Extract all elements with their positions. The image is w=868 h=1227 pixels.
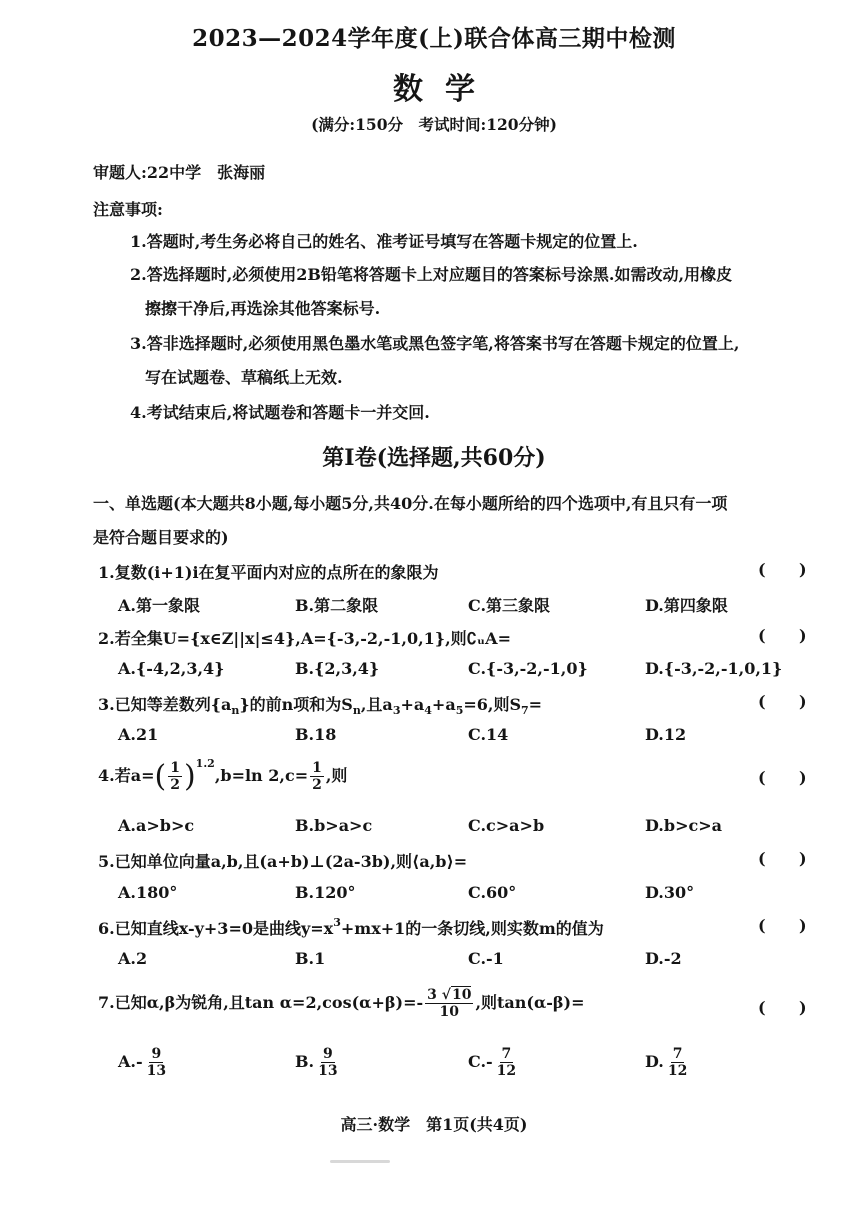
question-6-option-b: B.1 — [295, 949, 326, 968]
fraction-denominator: 13 — [146, 1063, 167, 1079]
question-5-option-b: B.120° — [295, 883, 356, 902]
question-6-option-c: C.-1 — [468, 949, 504, 968]
fraction-denominator: 2 — [170, 777, 180, 793]
scan-smudge — [330, 1160, 390, 1163]
notice-item-2: 2.答选择题时,必须使用2B铅笔将答题卡上对应题目的答案标号涂黑.如需改动,用橡皮 — [130, 265, 733, 284]
q3-subscript: 7 — [521, 704, 529, 717]
option-label: C. — [468, 1052, 487, 1071]
option-label: D. — [645, 1052, 664, 1071]
notice-item-3: 3.答非选择题时,必须使用黑色墨水笔或黑色签字笔,将答案书写在答题卡规定的位置上, — [130, 334, 740, 353]
question-6-option-a: A.2 — [118, 949, 148, 968]
subject-title: 数学 — [393, 72, 497, 107]
q4-fraction-half — [168, 760, 182, 793]
q3-subscript: n — [352, 704, 361, 717]
fraction-denominator: 12 — [496, 1063, 517, 1079]
q3-text: =6,则S — [463, 695, 522, 714]
question-1-stem: 1.复数(i+1)i在复平面内对应的点所在的象限为 — [98, 563, 439, 582]
question-3-answer-bracket: ( ) — [758, 692, 807, 711]
fraction-denominator: 10 — [439, 1004, 460, 1020]
q4-fraction-c — [310, 760, 324, 793]
option-label: B. — [295, 1052, 315, 1071]
question-1-answer-bracket: ( ) — [758, 560, 807, 579]
q3-subscript: 5 — [455, 704, 464, 717]
fraction-numerator: 9 — [151, 1046, 162, 1062]
q3-text: = — [528, 695, 543, 714]
q7-root: 10 — [451, 987, 472, 1003]
q4-text: ,则 — [325, 766, 348, 785]
question-3-option-c: C.14 — [468, 725, 509, 744]
question-3-option-a: A.21 — [118, 725, 159, 744]
q6-exponent: 3 — [333, 916, 341, 929]
question-5-option-c: C.60° — [468, 883, 517, 902]
q4-paren: ( — [154, 759, 167, 794]
q4-text: ,b=ln 2,c= — [214, 766, 309, 785]
fraction-denominator: 12 — [667, 1063, 688, 1079]
reviewer-line: 审题人:22中学 张海丽 — [93, 163, 266, 182]
question-1-option-a: A.第一象限 — [118, 596, 200, 615]
q3-text: }的前n项和为S — [239, 695, 353, 714]
notice-title: 注意事项: — [93, 200, 163, 219]
question-7-option-d — [645, 1046, 691, 1079]
question-6-option-d: D.-2 — [645, 949, 682, 968]
part-description: 一、单选题(本大题共8小题,每小题5分,共40分.在每小题所给的四个选项中,有且只有一项 — [93, 494, 728, 513]
question-4-option-b: B.b>a>c — [295, 816, 373, 835]
question-5-option-a: A.180° — [118, 883, 178, 902]
q3-subscript: 3 — [392, 704, 401, 717]
question-7-option-a — [118, 1046, 170, 1079]
question-1-option-d: D.第四象限 — [645, 596, 728, 615]
question-5-stem: 5.已知单位向量a,b,且(a+b)⊥(2a-3b),则⟨a,b⟩= — [98, 852, 468, 871]
q7-text: ,则tan(α-β)= — [475, 993, 585, 1012]
question-2-option-b: B.{2,3,4} — [295, 659, 380, 678]
fraction-numerator: 9 — [322, 1046, 333, 1062]
exam-info: (满分:150分 考试时间:120分钟) — [311, 115, 557, 134]
question-3-option-b: B.18 — [295, 725, 337, 744]
q4-text: 4.若a= — [98, 766, 155, 785]
q3-text: 3.已知等差数列{a — [98, 695, 232, 714]
question-5-option-d: D.30° — [645, 883, 695, 902]
option-fraction — [495, 1046, 518, 1079]
question-2-stem: 2.若全集U={x∈Z||x|≤4},A={-3,-2,-1,0,1},则∁ᵤA= — [98, 629, 511, 648]
fraction-numerator: 1 — [312, 760, 322, 776]
q4-paren: ) — [183, 759, 196, 794]
question-2-option-c: C.{-3,-2,-1,0} — [468, 659, 588, 678]
fraction-denominator: 13 — [318, 1063, 338, 1079]
q7-coef: 3 — [427, 987, 437, 1003]
question-1-option-c: C.第三象限 — [468, 596, 551, 615]
question-4-answer-bracket: ( ) — [758, 768, 807, 787]
fraction-numerator: 7 — [501, 1046, 512, 1062]
question-7-answer-bracket: ( ) — [758, 998, 807, 1017]
question-7-option-b — [295, 1046, 342, 1079]
notice-item-3-cont: 写在试题卷、草稿纸上无效. — [145, 368, 343, 387]
question-4-stem — [98, 757, 347, 794]
q6-text: +mx+1的一条切线,则实数m的值为 — [340, 919, 604, 938]
q7-fraction — [425, 987, 473, 1020]
q3-subscript: n — [231, 704, 240, 717]
q3-text: +a — [431, 695, 456, 714]
notice-item-4: 4.考试结束后,将试题卷和答题卡一并交回. — [130, 403, 430, 422]
question-3-stem — [98, 692, 542, 717]
fraction-numerator: 1 — [170, 760, 180, 776]
question-4-option-c: C.c>a>b — [468, 816, 545, 835]
exam-title: 2023—2024学年度(上)联合体高三期中检测 — [192, 25, 676, 52]
notice-item-2-cont: 擦擦干净后,再选涂其他答案标号. — [145, 299, 381, 318]
page-footer: 高三·数学 第1页(共4页) — [340, 1115, 528, 1134]
fraction-numerator: 3 √10 — [427, 987, 472, 1003]
question-2-answer-bracket: ( ) — [758, 626, 807, 645]
q3-text: ,且a — [360, 695, 393, 714]
question-2-option-d: D.{-3,-2,-1,0,1} — [645, 659, 783, 678]
question-3-option-d: D.12 — [645, 725, 687, 744]
question-7-option-c — [468, 1046, 520, 1079]
question-6-stem — [98, 916, 604, 939]
option-fraction — [316, 1046, 339, 1079]
option-fraction — [145, 1046, 168, 1079]
q4-exponent: 1.2 — [195, 757, 215, 770]
question-4-option-a: A.a>b>c — [118, 816, 195, 835]
fraction-denominator: 2 — [312, 777, 322, 793]
notice-item-1: 1.答题时,考生务必将自己的姓名、准考证号填写在答题卡规定的位置上. — [130, 232, 638, 251]
q6-text: 6.已知直线x-y+3=0是曲线y=x — [98, 919, 334, 938]
option-sign: - — [486, 1052, 493, 1071]
option-sign: - — [135, 1052, 143, 1071]
q7-text: 7.已知α,β为锐角,且tan α=2,cos(α+β)=- — [98, 993, 424, 1012]
fraction-numerator: 7 — [672, 1046, 683, 1062]
option-fraction — [666, 1046, 689, 1079]
question-5-answer-bracket: ( ) — [758, 849, 807, 868]
question-7-stem — [98, 987, 585, 1020]
q3-subscript: 4 — [424, 704, 432, 717]
question-2-option-a: A.{-4,2,3,4} — [118, 659, 225, 678]
q3-text: +a — [400, 695, 425, 714]
section-title: 第Ⅰ卷(选择题,共60分) — [322, 445, 546, 471]
question-6-answer-bracket: ( ) — [758, 916, 807, 935]
part-description-cont: 是符合题目要求的) — [93, 528, 229, 547]
question-1-option-b: B.第二象限 — [295, 596, 379, 615]
option-label: A. — [118, 1052, 136, 1071]
question-4-option-d: D.b>c>a — [645, 816, 722, 835]
